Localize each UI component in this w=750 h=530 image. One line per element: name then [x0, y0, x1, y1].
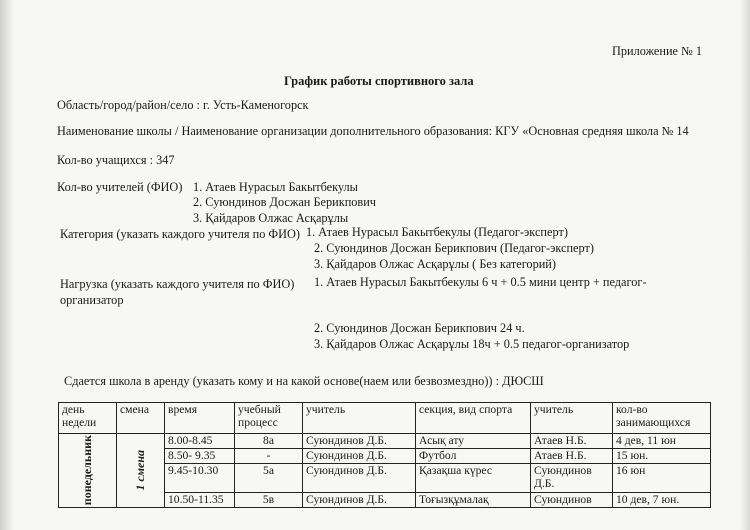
load-3: 3. Қайдаров Олжас Асқарұлы 18ч + 0.5 педагог-организатор: [314, 337, 630, 351]
teacher-cell: Суюндинов Д.Б.: [303, 493, 416, 508]
teacher-cell: Суюндинов Д.Б.: [303, 449, 416, 464]
process-cell: -: [235, 449, 303, 464]
col-header-section: секция, вид спорта: [416, 403, 531, 434]
category-1: 1. Атаев Нурасыл Бакытбекулы (Педагог-эксперт): [306, 225, 568, 239]
time-cell: 8.50- 9.35: [165, 449, 235, 464]
section-cell: Футбол: [416, 449, 531, 464]
school-name-line: Наименование школы / Наименование организации дополнительного образования: КГУ «Основная средняя школа № 14: [57, 124, 689, 138]
page-edge-shadow: [0, 0, 14, 530]
category-3: 3. Қайдаров Олжас Асқарұлы ( Без категорий): [314, 257, 556, 271]
teacher2-cell: Атаев Н.Б.: [531, 434, 613, 449]
page-title: График работы спортивного зала: [284, 74, 474, 88]
count-cell: 15 юн.: [613, 449, 711, 464]
time-cell: 10.50-11.35: [165, 493, 235, 508]
count-cell: 16 юн: [613, 464, 711, 493]
col-header-process: учебный процесс: [235, 403, 303, 434]
table-header-row: [59, 403, 711, 434]
col-header-count: кол-во занимающихся: [613, 403, 711, 434]
load-1: 1. Атаев Нурасыл Бакытбекулы 6 ч + 0.5 мини центр + педагог-: [314, 275, 647, 289]
count-cell: 4 дев, 11 юн: [613, 434, 711, 449]
day-cell: [59, 434, 117, 508]
teacher2-cell: Атаев Н.Б.: [531, 449, 613, 464]
teacher2-cell: Суюндинов: [531, 493, 613, 508]
teacher-cell: Суюндинов Д.Б.: [303, 464, 416, 493]
rent-line: Сдается школа в аренду (указать кому и на какой основе(наем или безвозмездно)) : ДЮСШ: [64, 374, 544, 388]
time-cell: 9.45-10.30: [165, 464, 235, 493]
teacher-2: 2. Суюндинов Досжан Берикпович: [193, 195, 376, 209]
page-edge-shadow-right: [740, 0, 750, 530]
process-cell: 8а: [235, 434, 303, 449]
section-cell: Тоғызқұмалақ: [416, 493, 531, 508]
col-header-day: день недели: [59, 403, 117, 434]
teacher-1: 1. Атаев Нурасыл Бакытбекулы: [193, 180, 358, 194]
teachers-label: Кол-во учителей (ФИО): [57, 180, 183, 194]
day-value: понедельник: [80, 435, 94, 506]
load-label-cont: организатор: [60, 293, 124, 307]
table-row: [59, 434, 711, 449]
category-2: 2. Суюндинов Досжан Берикпович (Педагог-эксперт): [314, 241, 594, 255]
load-2: 2. Суюндинов Досжан Берикпович 24 ч.: [314, 321, 525, 335]
region-line: Область/город/район/село : г. Усть-Каменогорск: [57, 98, 309, 112]
schedule-table: [58, 402, 711, 508]
shift-value: 1 смена: [133, 450, 147, 491]
category-label: Категория (указать каждого учителя по ФИО): [60, 227, 300, 241]
time-cell: 8.00-8.45: [165, 434, 235, 449]
col-header-teacher: учитель: [303, 403, 416, 434]
teacher-3: 3. Қайдаров Олжас Асқарұлы: [193, 211, 349, 225]
process-cell: 5в: [235, 493, 303, 508]
section-cell: Қазақша күрес: [416, 464, 531, 493]
section-cell: Асық ату: [416, 434, 531, 449]
count-cell: 10 дев, 7 юн.: [613, 493, 711, 508]
load-label: Нагрузка (указать каждого учителя по ФИО): [60, 277, 295, 291]
teacher2-cell: Суюндинов Д.Б.: [531, 464, 613, 493]
process-cell: 5а: [235, 464, 303, 493]
col-header-shift: смена: [117, 403, 165, 434]
col-header-teacher2: учитель: [531, 403, 613, 434]
students-count: Кол-во учащихся : 347: [57, 153, 175, 167]
shift-cell: [117, 434, 165, 508]
col-header-time: время: [165, 403, 235, 434]
teacher-cell: Суюндинов Д.Б.: [303, 434, 416, 449]
appendix-label: Приложение № 1: [612, 44, 703, 58]
